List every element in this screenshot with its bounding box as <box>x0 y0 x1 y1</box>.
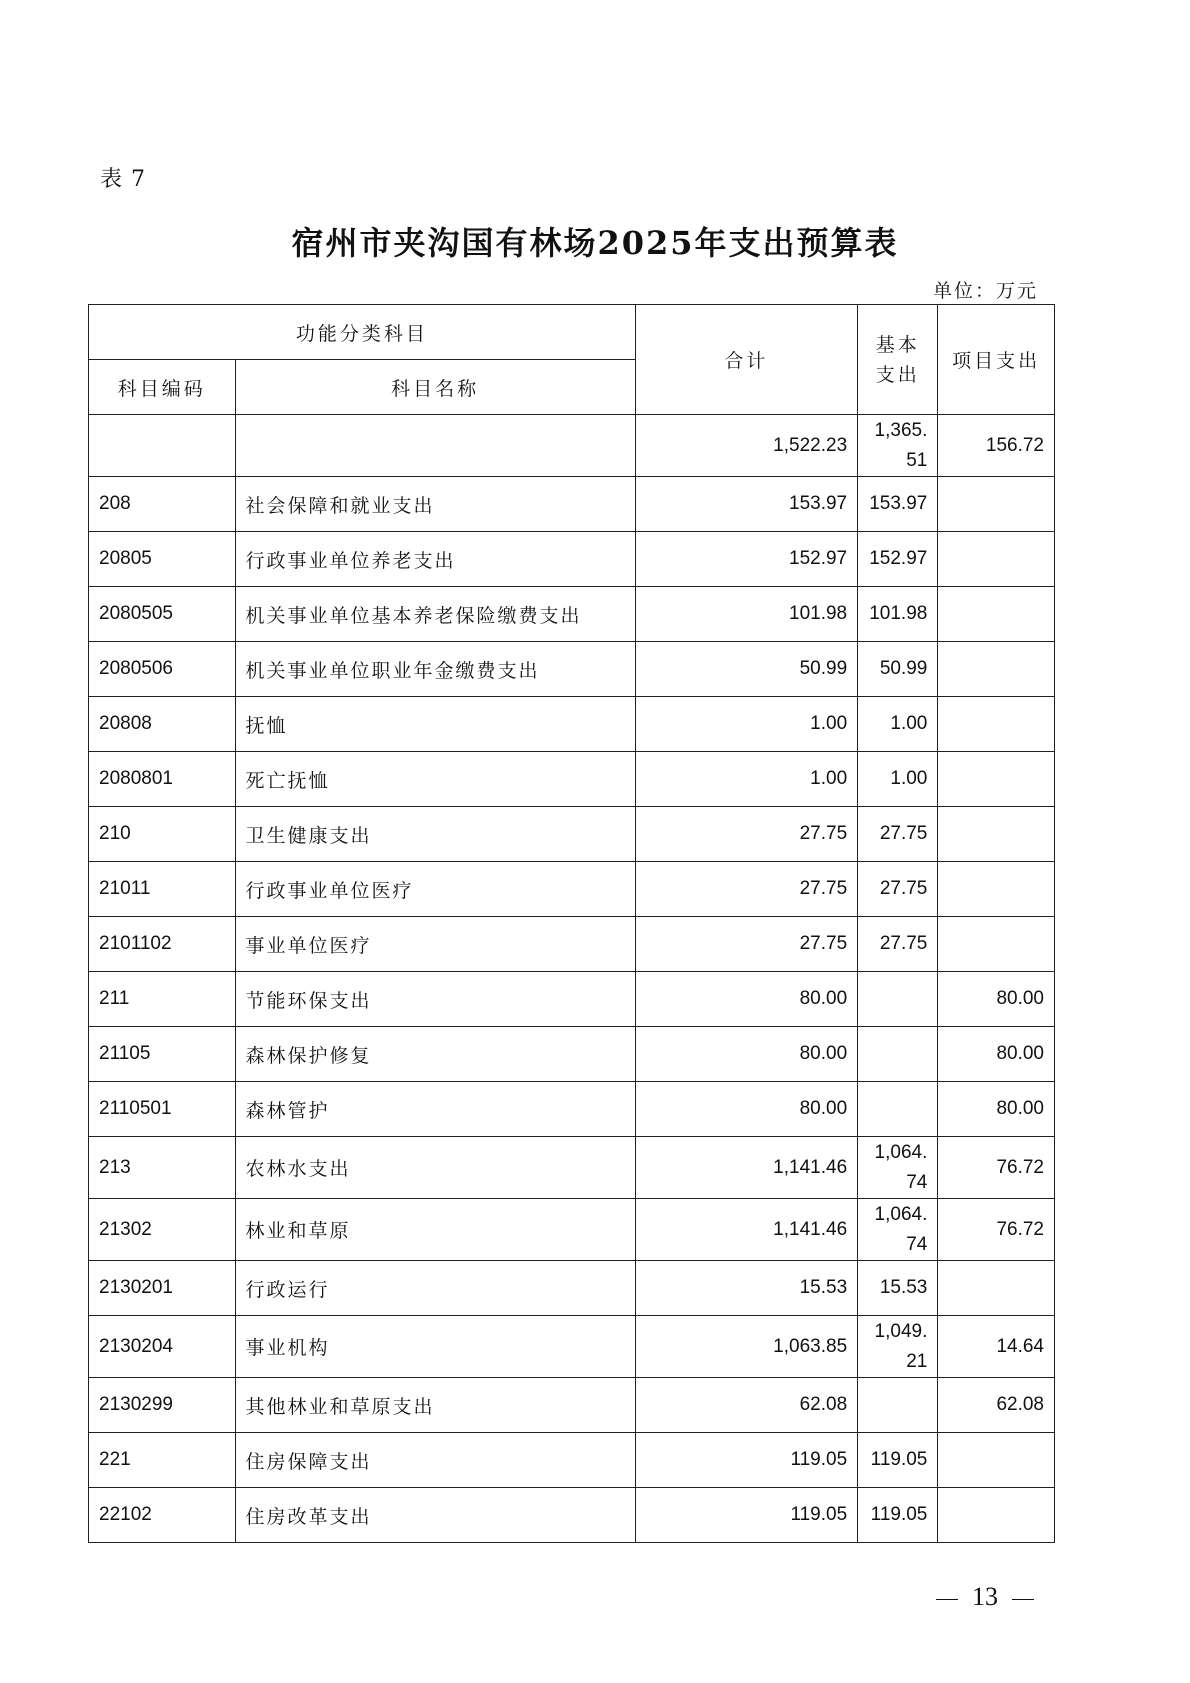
cell-total: 80.00 <box>635 1027 858 1082</box>
cell-code: 210 <box>89 807 236 862</box>
cell-basic: 15.53 <box>858 1261 938 1316</box>
cell-total: 27.75 <box>635 807 858 862</box>
cell-basic: 153.97 <box>858 477 938 532</box>
table-row <box>89 862 1055 917</box>
cell-code: 2130201 <box>89 1261 236 1316</box>
cell-name <box>235 415 635 477</box>
cell-basic: 1,064.74 <box>858 1199 938 1261</box>
cell-basic: 1,049.21 <box>858 1316 938 1378</box>
cell-project <box>938 1433 1055 1488</box>
cell-total: 152.97 <box>635 532 858 587</box>
cell-total: 1,063.85 <box>635 1316 858 1378</box>
table-row <box>89 1488 1055 1543</box>
table-number: 表 7 <box>100 167 146 192</box>
cell-name: 行政事业单位养老支出 <box>235 532 635 587</box>
cell-code: 2080506 <box>89 642 236 697</box>
table-row <box>89 1378 1055 1433</box>
cell-project <box>938 917 1055 972</box>
cell-code: 211 <box>89 972 236 1027</box>
cell-code: 20805 <box>89 532 236 587</box>
cell-project <box>938 1488 1055 1543</box>
cell-basic: 50.99 <box>858 642 938 697</box>
cell-code <box>89 415 236 477</box>
cell-code: 208 <box>89 477 236 532</box>
cell-basic: 119.05 <box>858 1488 938 1543</box>
cell-total: 27.75 <box>635 917 858 972</box>
cell-code: 213 <box>89 1137 236 1199</box>
header-project: 项目支出 <box>938 305 1055 415</box>
cell-code: 2080505 <box>89 587 236 642</box>
table-row <box>89 477 1055 532</box>
table-row <box>89 1261 1055 1316</box>
table-row <box>89 1137 1055 1199</box>
cell-name: 行政运行 <box>235 1261 635 1316</box>
cell-project: 80.00 <box>938 972 1055 1027</box>
table-row <box>89 972 1055 1027</box>
cell-code: 2130204 <box>89 1316 236 1378</box>
cell-basic: 27.75 <box>858 807 938 862</box>
cell-name: 机关事业单位职业年金缴费支出 <box>235 642 635 697</box>
cell-code: 2130299 <box>89 1378 236 1433</box>
cell-basic: 1.00 <box>858 752 938 807</box>
cell-total: 153.97 <box>635 477 858 532</box>
unit-label: 单位：万元 <box>932 280 1038 302</box>
cell-code: 2080801 <box>89 752 236 807</box>
cell-code: 2101102 <box>89 917 236 972</box>
cell-total: 27.75 <box>635 862 858 917</box>
header-total: 合计 <box>635 305 858 415</box>
dash-left <box>936 1599 958 1600</box>
table-row <box>89 1082 1055 1137</box>
table-row <box>89 587 1055 642</box>
dash-right <box>1012 1599 1034 1600</box>
cell-total: 1,522.23 <box>635 415 858 477</box>
cell-basic: 152.97 <box>858 532 938 587</box>
cell-name: 节能环保支出 <box>235 972 635 1027</box>
table-row <box>89 642 1055 697</box>
table-row <box>89 1027 1055 1082</box>
cell-code: 2110501 <box>89 1082 236 1137</box>
cell-basic: 27.75 <box>858 862 938 917</box>
cell-project <box>938 697 1055 752</box>
table-row <box>89 917 1055 972</box>
page-title: 宿州市夹沟国有林场2025年支出预算表 <box>291 224 899 262</box>
cell-name: 森林保护修复 <box>235 1027 635 1082</box>
cell-code: 21105 <box>89 1027 236 1082</box>
table-row <box>89 697 1055 752</box>
cell-project: 76.72 <box>938 1199 1055 1261</box>
cell-basic <box>858 1082 938 1137</box>
cell-project: 76.72 <box>938 1137 1055 1199</box>
cell-total: 119.05 <box>635 1488 858 1543</box>
cell-total: 62.08 <box>635 1378 858 1433</box>
cell-total: 119.05 <box>635 1433 858 1488</box>
cell-basic <box>858 1378 938 1433</box>
header-code: 科目编码 <box>89 360 236 415</box>
cell-basic <box>858 1027 938 1082</box>
cell-total: 80.00 <box>635 1082 858 1137</box>
cell-name: 事业单位医疗 <box>235 917 635 972</box>
cell-code: 22102 <box>89 1488 236 1543</box>
cell-code: 221 <box>89 1433 236 1488</box>
table-row <box>89 532 1055 587</box>
header-functional-category: 功能分类科目 <box>89 305 636 360</box>
cell-total: 101.98 <box>635 587 858 642</box>
cell-basic <box>858 972 938 1027</box>
cell-basic: 1,365.51 <box>858 415 938 477</box>
cell-code: 20808 <box>89 697 236 752</box>
cell-name: 住房保障支出 <box>235 1433 635 1488</box>
cell-basic: 1,064.74 <box>858 1137 938 1199</box>
cell-basic: 101.98 <box>858 587 938 642</box>
cell-total: 1,141.46 <box>635 1199 858 1261</box>
cell-total: 80.00 <box>635 972 858 1027</box>
cell-project: 80.00 <box>938 1027 1055 1082</box>
cell-basic: 119.05 <box>858 1433 938 1488</box>
cell-name: 社会保障和就业支出 <box>235 477 635 532</box>
cell-project: 156.72 <box>938 415 1055 477</box>
cell-project: 62.08 <box>938 1378 1055 1433</box>
cell-code: 21302 <box>89 1199 236 1261</box>
budget-table <box>88 304 1055 1543</box>
cell-name: 行政事业单位医疗 <box>235 862 635 917</box>
cell-name: 机关事业单位基本养老保险缴费支出 <box>235 587 635 642</box>
cell-total: 15.53 <box>635 1261 858 1316</box>
cell-name: 卫生健康支出 <box>235 807 635 862</box>
cell-name: 事业机构 <box>235 1316 635 1378</box>
header-name: 科目名称 <box>235 360 635 415</box>
cell-project: 80.00 <box>938 1082 1055 1137</box>
cell-basic: 27.75 <box>858 917 938 972</box>
cell-total: 1.00 <box>635 752 858 807</box>
cell-project: 14.64 <box>938 1316 1055 1378</box>
table-row <box>89 415 1055 477</box>
table-row <box>89 1433 1055 1488</box>
cell-basic: 1.00 <box>858 697 938 752</box>
table-row <box>89 807 1055 862</box>
table-row <box>89 752 1055 807</box>
table-body <box>89 415 1055 1543</box>
cell-project <box>938 532 1055 587</box>
cell-name: 林业和草原 <box>235 1199 635 1261</box>
table-row <box>89 1316 1055 1378</box>
cell-project <box>938 807 1055 862</box>
cell-name: 死亡抚恤 <box>235 752 635 807</box>
cell-name: 住房改革支出 <box>235 1488 635 1543</box>
cell-project <box>938 862 1055 917</box>
cell-code: 21011 <box>89 862 236 917</box>
cell-project <box>938 587 1055 642</box>
cell-total: 50.99 <box>635 642 858 697</box>
cell-total: 1,141.46 <box>635 1137 858 1199</box>
header-basic: 基本支出 <box>858 305 938 415</box>
page-number-value: 13 <box>972 1582 998 1611</box>
cell-project <box>938 752 1055 807</box>
cell-name: 抚恤 <box>235 697 635 752</box>
cell-name: 其他林业和草原支出 <box>235 1378 635 1433</box>
cell-total: 1.00 <box>635 697 858 752</box>
cell-name: 森林管护 <box>235 1082 635 1137</box>
cell-project <box>938 642 1055 697</box>
cell-project <box>938 477 1055 532</box>
page-number <box>922 1582 1048 1612</box>
cell-project <box>938 1261 1055 1316</box>
cell-name: 农林水支出 <box>235 1137 635 1199</box>
table-row <box>89 1199 1055 1261</box>
